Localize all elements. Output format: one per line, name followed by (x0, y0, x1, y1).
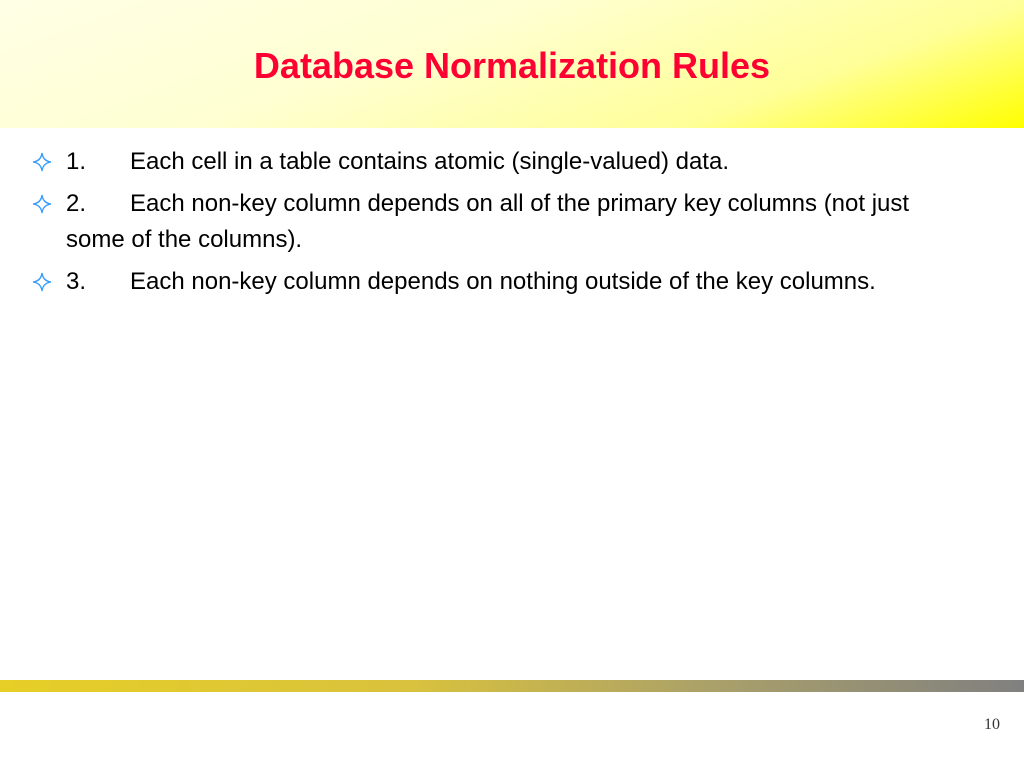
item-text: Each non-key column depends on nothing outside of the key columns. (130, 268, 876, 295)
four-point-star-icon (32, 152, 52, 172)
four-point-star-icon (32, 272, 52, 292)
item-text: Each cell in a table contains atomic (single-valued) data. (130, 148, 729, 175)
item-number: 1. (66, 148, 87, 175)
item-number: 2. (66, 190, 87, 217)
item-number: 3. (66, 268, 87, 295)
list-item (32, 186, 962, 258)
list-item (32, 264, 962, 300)
four-point-star-icon (32, 194, 52, 214)
list-item (32, 144, 962, 180)
item-text: Each non-key column depends on all of the primary key columns (not just some of the columns). (66, 190, 910, 253)
bullet-list (32, 144, 962, 306)
page-number: 10 (984, 716, 1000, 733)
footer-bar (0, 680, 1024, 692)
slide-title: Database Normalization Rules (253, 45, 771, 86)
